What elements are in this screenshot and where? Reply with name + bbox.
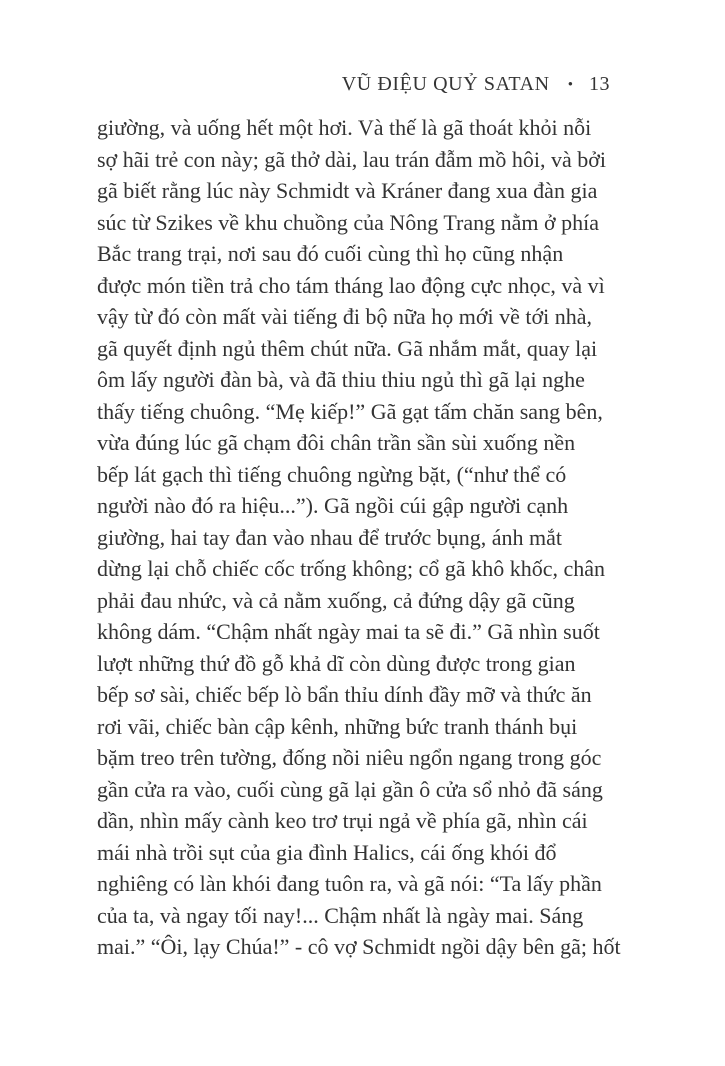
text-line: mai.” “Ôi, lạy Chúa!” - cô vợ Schmidt ngồi dậy bên gã; hốt: [97, 934, 621, 959]
text-line: vậy từ đó còn mất vài tiếng đi bộ nữa họ mới về tới nhà,: [97, 304, 592, 329]
text-line: nghiêng có làn khói đang tuôn ra, và gã nói: “Ta lấy phần: [97, 871, 602, 896]
text-line: gã biết rằng lúc này Schmidt và Kráner đang xua đàn gia: [97, 178, 598, 203]
text-line: không dám. “Chậm nhất ngày mai ta sẽ đi.” Gã nhìn suốt: [97, 619, 600, 644]
text-line: rơi vãi, chiếc bàn cập kênh, những bức tranh thánh bụi: [97, 713, 578, 739]
running-header: [342, 71, 610, 98]
text-block: [97, 112, 633, 963]
text-line: Bắc trang trại, nơi sau đó cuối cùng thì họ cũng nhận: [97, 241, 564, 266]
text-line: bếp sơ sài, chiếc bếp lò bẩn thỉu dính đầy mỡ và thức ăn: [97, 682, 592, 707]
page-number: 13: [589, 73, 610, 95]
text-line: súc từ Szikes về khu chuồng của Nông Trang nằm ở phía: [97, 209, 599, 235]
text-line: gần cửa ra vào, cuối cùng gã lại gần ô cửa sổ nhỏ đã sáng: [97, 776, 603, 802]
text-line: lượt những thứ đồ gỗ khả dĩ còn dùng được trong gian: [97, 650, 576, 676]
book-title: VŨ ĐIỆU QUỶ SATAN: [341, 73, 550, 95]
text-line: mái nhà trồi sụt của gia đình Halics, cái ống khói đổ: [97, 839, 557, 865]
text-line: giường, hai tay đan vào nhau để trước bụng, ánh mắt: [97, 524, 562, 550]
separator-dot-icon: •: [567, 77, 573, 93]
text-line: dần, nhìn mấy cành keo trơ trụi ngả về phía gã, nhìn cái: [97, 808, 588, 833]
text-line: bặm treo trên tường, đống nồi niêu ngổn ngang trong góc: [97, 745, 602, 770]
text-line: bếp lát gạch thì tiếng chuông ngừng bặt, (“như thể có: [97, 461, 567, 487]
text-line: ôm lấy người đàn bà, và đã thiu thiu ngủ thì gã lại nghe: [97, 367, 585, 392]
text-line: phải đau nhức, và cả nằm xuống, cả đứng dậy gã cũng: [97, 587, 575, 613]
text-line: sợ hãi trẻ con này; gã thở dài, lau trán đẫm mồ hôi, và bởi: [97, 146, 606, 172]
text-line: thấy tiếng chuông. “Mẹ kiếp!” Gã gạt tấm chăn sang bên,: [97, 398, 603, 424]
text-line: gã quyết định ngủ thêm chút nữa. Gã nhắm mắt, quay lại: [97, 335, 598, 361]
text-line: người nào đó ra hiệu...”). Gã ngồi cúi gập người cạnh: [97, 493, 569, 518]
text-line: của ta, và ngay tối nay!... Chậm nhất là ngày mai. Sáng: [97, 902, 584, 928]
text-line: được món tiền trả cho tám tháng lao động cực nhọc, và vì: [97, 272, 605, 298]
text-line: dừng lại chỗ chiếc cốc trống không; cổ gã khô khốc, chân: [97, 556, 605, 581]
text-line: giường, và uống hết một hơi. Và thế là gã thoát khỏi nỗi: [97, 115, 592, 140]
text-line: vừa đúng lúc gã chạm đôi chân trần sần sùi xuống nền: [97, 430, 576, 455]
